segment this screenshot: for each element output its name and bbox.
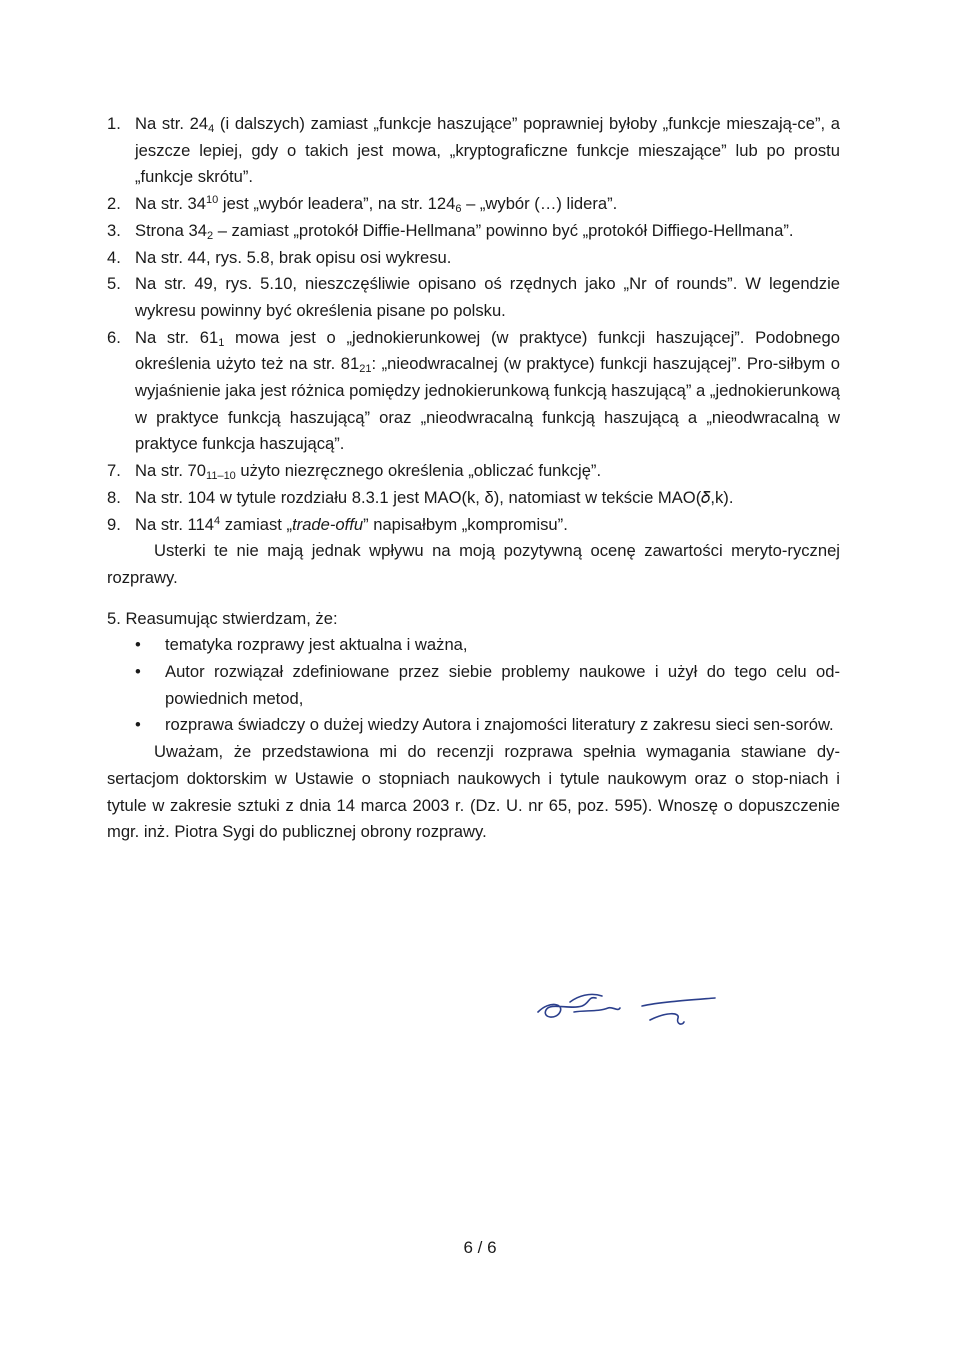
item-number: 6. bbox=[107, 327, 121, 347]
bullet-icon: • bbox=[135, 662, 141, 682]
list-item: • rozprawa świadczy o dużej wiedzy Autora i znajomości literatury z zakresu sieci sen-sorów. bbox=[107, 712, 840, 739]
conclusion-paragraph: Uważam, że przedstawiona mi do recenzji rozprawa spełnia wymagania stawiane dy-sertacjom doktorskim w Ustawie o stopniach naukowych i tytule naukowym oraz o stop-niach i tytule w zakresie sztuki z dnia 14 marca 2003 r. (Dz. U. nr 65, poz. 595). Wnoszę o dopuszczenie mgr. inż. Piotra Sygi do publicznej obrony rozprawy. bbox=[107, 742, 840, 842]
list-item: 1. Na str. $24_4$ (i dalszych) zamiast „funkcje haszujące” poprawniej byłoby „funkcje mieszają-ce”, a jeszcze lepiej, gdy o takich jest mowa, „kryptograficzne funkcje mieszające” lub po prostu „funkcje skrótu”. bbox=[107, 111, 840, 191]
list-item: 2. Na str. $34^{10}$ jest „wybór leadera”, na str. $124_6$ – „wybór (…) lidera”. bbox=[107, 191, 840, 218]
item-number: 4. bbox=[107, 247, 121, 267]
handwritten-signature bbox=[530, 982, 720, 1032]
closing-paragraph: Usterki te nie mają jednak wpływu na moją pozytywną ocenę zawartości meryto-rycznej rozprawy. bbox=[107, 541, 840, 587]
item-number: 5. bbox=[107, 274, 121, 294]
review-text bbox=[107, 111, 840, 846]
list-item: 8. Na str. 104 w tytule rozdziału 8.3.1 jest MAO(k, δ), natomiast w tekście MAO(𝛿,k). bbox=[107, 485, 840, 512]
list-item: • tematyka rozprawy jest aktualna i ważna, bbox=[107, 632, 840, 659]
page-number: 6 / 6 bbox=[463, 1238, 497, 1257]
list-item: • Autor rozwiązał zdefiniowane przez siebie problemy naukowe i użył do tego celu od-powiednich metod, bbox=[107, 659, 840, 712]
bullet-icon: • bbox=[135, 635, 141, 655]
item-number: 9. bbox=[107, 514, 121, 534]
item-number: 2. bbox=[107, 194, 121, 214]
list-item: 7. Na str. $70_{11-10}$ użyto niezręcznego określenia „obliczać funkcję”. bbox=[107, 458, 840, 485]
item-number: 8. bbox=[107, 487, 121, 507]
section-heading: 5. Reasumując stwierdzam, że: bbox=[107, 608, 338, 628]
item-number: 7. bbox=[107, 461, 121, 481]
list-item: 3. Strona $34_2$ – zamiast „protokół Diffie-Hellmana” powinno być „protokół Diffiego-Hellmana”. bbox=[107, 218, 840, 245]
list-item: 9. Na str. $114^4$ zamiast „trade-offu” napisałbym „kompromisu”. bbox=[107, 512, 840, 539]
item-number: 3. bbox=[107, 220, 121, 240]
list-item: 4. Na str. 44, rys. 5.8, brak opisu osi wykresu. bbox=[107, 245, 840, 272]
list-item: 5. Na str. 49, rys. 5.10, nieszczęśliwie opisano oś rzędnych jako „Nr of rounds”. W legendzie wykresu powinny być określenia pisane po polsku. bbox=[107, 271, 840, 324]
bullet-icon: • bbox=[135, 715, 141, 735]
list-item: 6. Na str. $61_1$ mowa jest o „jednokierunkowej (w praktyce) funkcji haszującej”. Podobnego określenia użyto też na str. $81_{21}$: „nieodwracalnej (w praktyce) funkcji haszującej”. Pro-siłbym o wyjaśnienie jaka jest różnica pomiędzy jednokierunkową funkcją haszującą” a „jednokierunkową w praktyce funkcją haszującą” oraz „nieodwracalną funkcją haszującą a „nieodwracalną w praktyce funkcja haszującą”. bbox=[107, 325, 840, 459]
summary-list bbox=[107, 632, 840, 739]
item-number: 1. bbox=[107, 114, 121, 133]
